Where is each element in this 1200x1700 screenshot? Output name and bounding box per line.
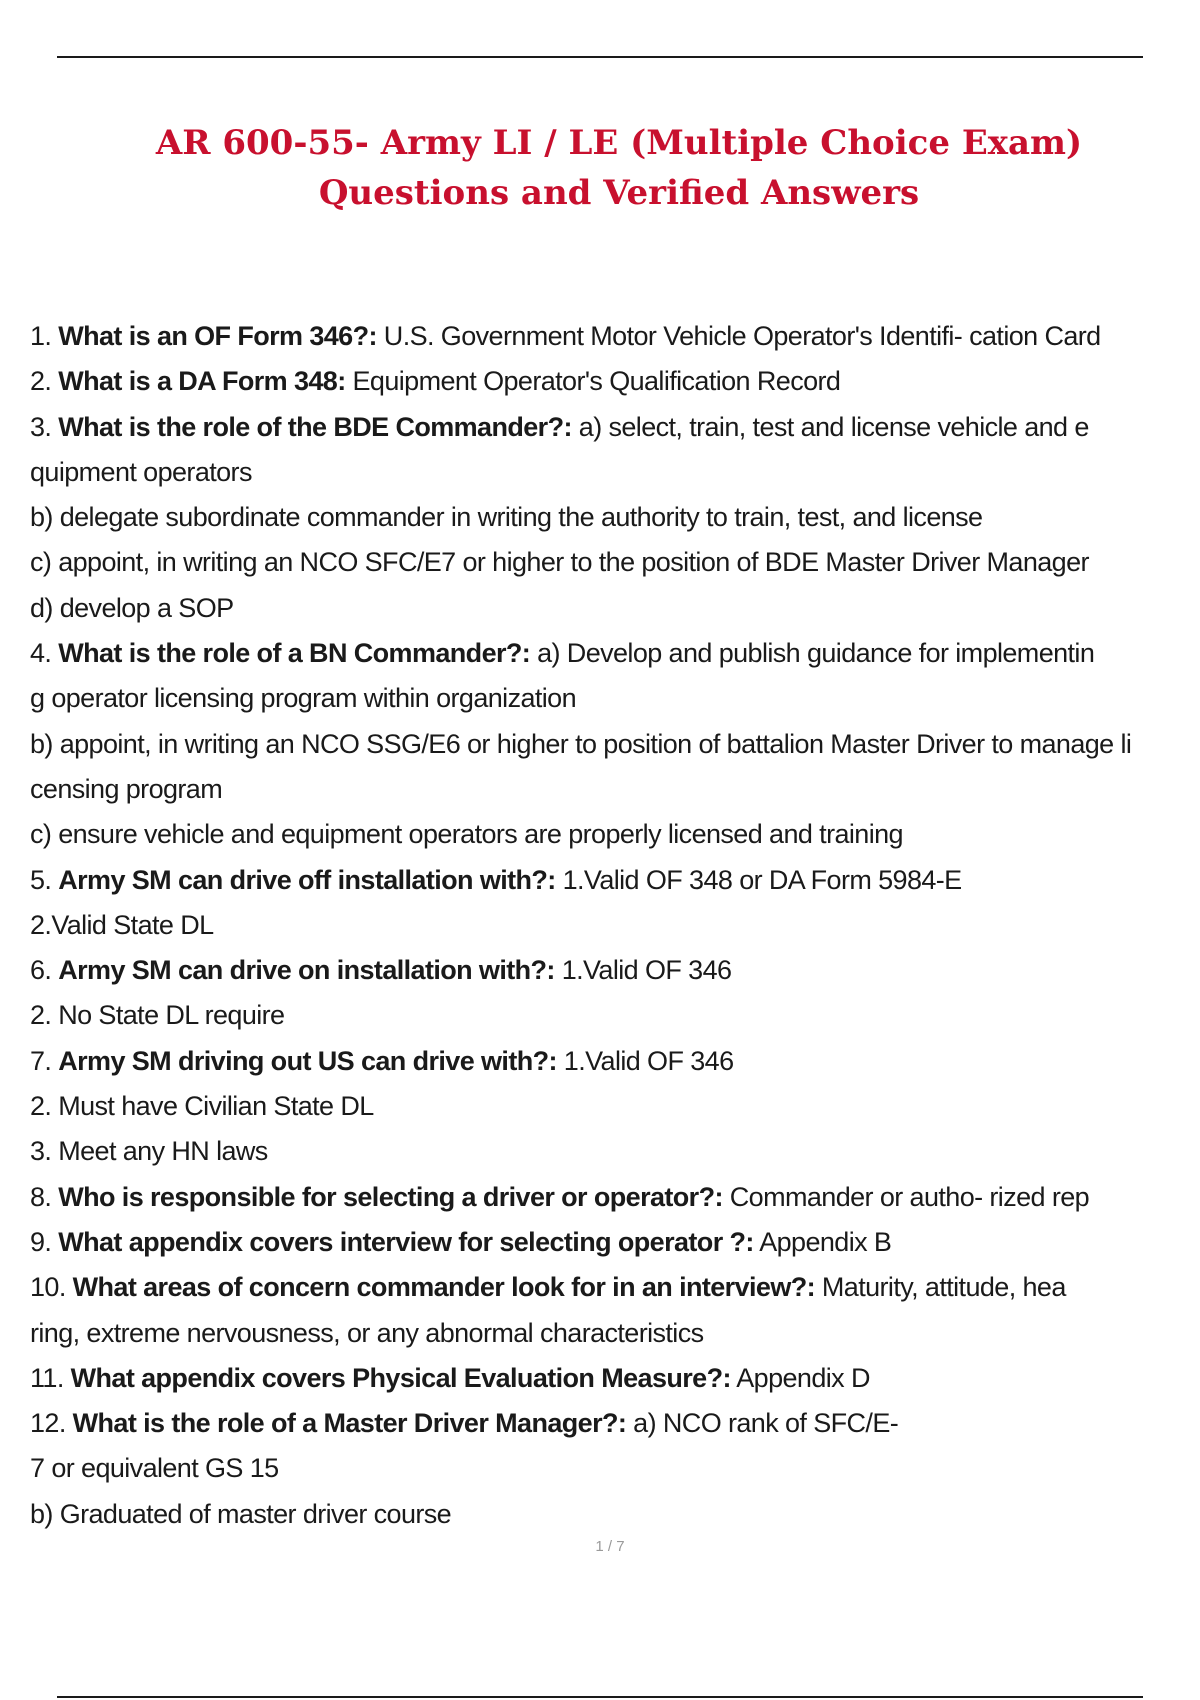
text-line [30,314,1190,359]
text-line [30,1401,1190,1446]
text-line [30,586,1190,631]
answer-text: Appendix D [730,1362,870,1393]
answer-text: 1.Valid OF 348 or DA Form 5984-E [555,864,962,895]
text-line [30,1311,1190,1356]
question-text: What appendix covers interview for selecting operator ?: [58,1226,754,1257]
answer-text: d) develop a SOP [30,592,234,623]
text-line [30,1220,1190,1265]
text-line [30,722,1190,767]
answer-text: Maturity, attitude, hea [815,1272,1066,1303]
item-number: 2. [30,366,59,397]
title-line-2: Questions and Verified Answers [318,173,920,213]
text-line [30,903,1190,948]
text-line [30,676,1190,721]
text-line [30,540,1190,585]
answer-text: c) appoint, in writing an NCO SFC/E7 or higher to the position of BDE Master Driver Manager [30,547,1089,578]
answer-text: censing program [30,773,223,804]
answer-text: b) delegate subordinate commander in writing the authority to train, test, and license [30,502,983,533]
title-line-1: AR 600-55- Army LI / LE (Multiple Choice Exam) [155,123,1083,163]
text-line [30,1356,1190,1401]
item-number: 12. [30,1408,73,1439]
answer-text: Equipment Operator's Qualification Record [345,366,841,397]
answer-text: quipment operators [30,456,252,487]
answer-text: 2. Must have Civilian State DL [30,1091,374,1122]
answer-text: 1.Valid OF 346 [554,955,732,986]
answer-text: U.S. Government Motor Vehicle Operator's Identifi- cation Card [376,321,1101,351]
item-number: 3. [30,411,59,442]
answer-text: 7 or equivalent GS 15 [30,1453,279,1484]
document-title [0,118,1200,218]
question-text: What appendix covers Physical Evaluation Measure?: [70,1362,731,1393]
question-text: What is a DA Form 348: [58,366,346,397]
text-line [30,993,1190,1038]
item-number: 11. [30,1362,71,1393]
question-text: Army SM driving out US can drive with?: [58,1045,557,1076]
item-number: 5. [30,864,59,895]
answer-text: a) select, train, test and license vehicle and e [571,411,1089,442]
text-line [30,450,1190,495]
text-line [30,1175,1190,1220]
text-line [30,1446,1190,1491]
question-text: What is an OF Form 346?: [58,321,377,351]
text-line [30,767,1190,812]
top-rule [57,56,1143,58]
question-text: Army SM can drive off installation with?: [58,864,556,895]
text-line [30,1492,1190,1537]
page-number: 1 / 7 [595,1538,625,1555]
question-text: Army SM can drive on installation with?: [58,955,555,986]
item-number: 7. [30,1045,59,1076]
item-number: 6. [30,955,59,986]
text-line [30,1129,1190,1174]
answer-text: 2.Valid State DL [30,909,214,940]
item-number: 10. [30,1272,73,1303]
item-number: 4. [30,638,59,669]
answer-text: b) appoint, in writing an NCO SSG/E6 or higher to position of battalion Master Driver to manage li [30,728,1132,759]
answer-text: Commander or autho- rized rep [722,1181,1090,1212]
question-answer-list [30,314,1190,1537]
answer-text: Appendix B [753,1226,892,1257]
text-line [30,1039,1190,1084]
text-line [30,495,1190,540]
answer-text: a) Develop and publish guidance for implementin [530,638,1095,669]
text-line [30,948,1190,993]
answer-text: c) ensure vehicle and equipment operators are properly licensed and training [30,819,903,850]
question-text: What is the role of a BN Commander?: [58,638,531,669]
text-line [30,359,1190,404]
question-text: What is the role of the BDE Commander?: [58,411,572,442]
bottom-rule [57,1696,1143,1698]
text-line [30,812,1190,857]
answer-text: 1.Valid OF 346 [556,1045,734,1076]
text-line [30,1084,1190,1129]
item-number: 8. [30,1181,59,1212]
text-line [30,1265,1190,1310]
answer-text: b) Graduated of master driver course [30,1498,452,1529]
question-text: What is the role of a Master Driver Manager?: [72,1408,627,1439]
question-text: What areas of concern commander look for in an interview?: [72,1272,816,1303]
answer-text: 2. No State DL require [30,1000,285,1031]
answer-text: ring, extreme nervousness, or any abnormal characteristics [30,1317,704,1348]
answer-text: 3. Meet any HN laws [30,1136,268,1167]
text-line [30,631,1190,676]
item-number: 1. [30,321,59,351]
question-text: Who is responsible for selecting a driver or operator?: [58,1181,723,1212]
item-number: 9. [30,1226,59,1257]
text-line [30,858,1190,903]
text-line [30,405,1190,450]
answer-text: a) NCO rank of SFC/E- [626,1408,899,1439]
answer-text: g operator licensing program within organization [30,683,577,714]
